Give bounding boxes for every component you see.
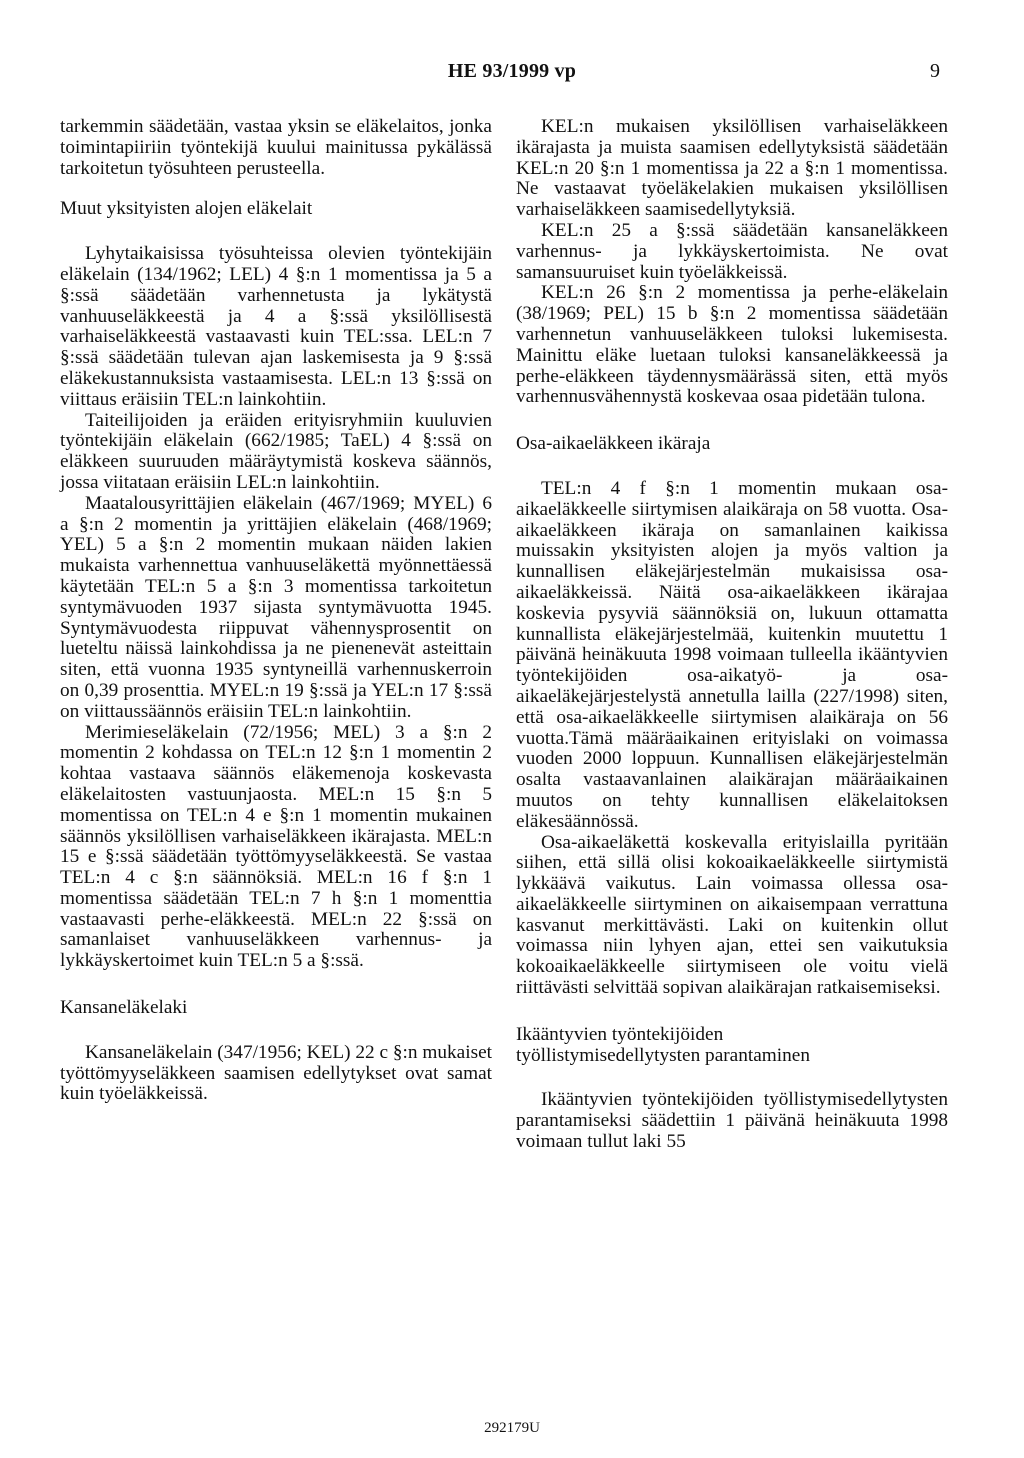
footer-code: 292179U — [484, 1420, 540, 1436]
heading-line: Ikääntyvien työntekijöiden — [516, 1023, 724, 1045]
paragraph: KEL:n 26 §:n 2 momentissa ja perhe-eläkelain (38/1969; PEL) 15 b §:n 2 momentissa säädetään varhennetun vanhuuseläkkeen tuloksi lukemisesta. Mainittu eläke luetaan tuloksi kansaneläkkeessä ja perhe-eläkkeen täydennysmäärässä siten, että myös varhennusvähennystä koskevaa osaa pidetään tulona. — [516, 282, 948, 408]
right-column — [516, 117, 948, 1153]
section-heading-ageing-workers — [516, 1025, 948, 1067]
paragraph: Ikääntyvien työntekijöiden työllistymisedellytysten parantamiseksi säädettiin 1 päivänä heinäkuuta 1998 voimaan tullut laki 55 — [516, 1089, 948, 1153]
paragraph: KEL:n 25 a §:ssä säädetään kansaneläkkeen varhennus- ja lykkäyskertoimista. Ne ovat samansuuruiset kuin työeläkkeissä. — [516, 219, 948, 283]
paragraph: Osa-aikaeläkettä koskevalla erityislailla pyritään siihen, että sillä olisi kokoaikaeläkkeelle siirtymistä lykkäävä vaikutus. Lain voimassa ollessa osa-aikaeläkkeelle siirtyminen on aikaisempaan verrattuna kasvanut merkittävästi. Laki on kuitenkin ollut voimassa niin lyhyen ajan, ettei sen vaikutuksia kokoaikaeläkkeelle siirtymiseen ole voitu vielä riittävästi selvittää sopivan alaikärajan ratkaisemiseksi. — [516, 831, 948, 999]
paragraph: Kansaneläkelain (347/1956; KEL) 22 c §:n mukaiset työttömyyseläkkeen saamisen edellytykset ovat samat kuin työeläkkeissä. — [60, 1041, 492, 1105]
section-heading-national-pension-act: Kansaneläkelaki — [60, 997, 188, 1019]
left-column — [60, 117, 492, 1105]
page-title: HE 93/1999 vp — [447, 60, 577, 82]
paragraph: Lyhytaikaisissa työsuhteissa olevien työntekijäin eläkelain (134/1962; LEL) 4 §:n 1 momentissa ja 5 a §:ssä säädetään varhennetusta ja lykätystä vanhuuseläkkeestä ja 4 a §:ssä yksilöllisestä varhaiseläkkeestä vastaavasti kuin TEL:ssa. LEL:n 7 §:ssä säädetään tulevan ajan laskemisesta ja 9 §:ssä eläkekustannuksista vastaamisesta. LEL:n 13 §:ssä on viittaus eräisiin TEL:n lainkohtiin. — [60, 243, 492, 410]
section-heading-part-time-pension-age: Osa-aikaeläkkeen ikäraja — [516, 433, 711, 455]
page-number: 9 — [930, 60, 940, 82]
paragraph: TEL:n 4 f §:n 1 momentin mukaan osa-aikaeläkkeelle siirtymisen alaikäraja on 58 vuotta. Osa-aikaeläkkeen ikäraja on samanlainen kaikissa muissakin yksityisten alojen ja myös valtion ja kunnallisen eläkejärjestelmän mukaisissa osa-aikaeläkkeissä. Näitä osa-aikaeläkkeen ikärajaa koskevia pysyviä säännöksiä on, lukuun ottamatta kunnallista eläkejärjestelmää, kuitenkin muutettu 1 päivänä heinäkuuta 1998 voimaan tulleella ikääntyvien työntekijöiden osa-aikatyö- ja osa-aikaeläkejärjestelystä annetulla lailla (227/1998) siten, että osa-aikaeläkkeelle siirtymisen alaikäraja on 56 vuotta.Tämä määräaikainen erityislaki on voimassa vuoden 2000 loppuun. Kunnallisen eläkejärjestelmän osalta vastaavanlainen alaikärajan määräaikainen muutos on tehty kunnallisen eläkelaitoksen eläkesäännössä. — [516, 477, 948, 832]
heading-line: työllistymisedellytysten parantaminen — [516, 1044, 810, 1066]
section-heading-other-pension-laws: Muut yksityisten alojen eläkelait — [60, 198, 313, 220]
paragraph: Maatalousyrittäjien eläkelain (467/1969; MYEL) 6 a §:n 2 momentin ja yrittäjien eläkelain (468/1969; YEL) 5 a §:n 2 momentin mukaan näiden lakien mukaista varhennettua vanhuuseläkettä myönnettäessä käytetään TEL:n 5 a §:n 3 momentissa tarkoitetun syntymävuoden 1937 sijasta syntymävuotta 1945. Syntymävuodesta riippuvat vähennysprosentit on lueteltu näissä lainkohdissa ja ne pienenevät asteittain siten, että vuonna 1935 syntyneillä varhennuskerroin on 0,39 prosenttia. MYEL:n 19 §:ssä ja YEL:n 17 §:ssä on viittaussäännös eräisiin TEL:n lainkohtiin. — [60, 492, 492, 722]
paragraph: Taiteilijoiden ja eräiden erityisryhmiin kuuluvien työntekijäin eläkelain (662/1985; TaEL) 4 §:ssä on eläkkeen suuruuden määräytymistä koskeva säännös, jossa viitataan eräisiin LEL:n lainkohtiin. — [60, 409, 492, 493]
paragraph: Merimieseläkelain (72/1956; MEL) 3 a §:n 2 momentin 2 kohdassa on TEL:n 12 §:n 1 momentin 2 kohtaa vastaava säännös eläkemenoja koskevasta eläkelaitosten vastuunjaosta. MEL:n 15 §:n 5 momentissa on TEL:n 4 e §:n 1 momentin mukainen säännös yksilöllisen varhaiseläkkeen ikärajasta. MEL:n 15 e §:ssä säädetään työttömyyseläkkeestä. Se vastaa TEL:n 4 c §:n säännöksiä. MEL:n 16 f §:n 1 momentissa säädetään TEL:n 7 h §:n 1 momenttia vastaavasti perhe-eläkkeestä. MEL:n 22 §:ssä on samanlaiset vanhuuseläkkeen varhennus- ja lykkäyskertoimet kuin TEL:n 5 a §:ssä. — [60, 721, 492, 972]
paragraph: tarkemmin säädetään, vastaa yksin se eläkelaitos, jonka toimintapiiriin työntekijä kuului mainitussa pykälässä tarkoitetun työsuhteen perusteella. — [60, 116, 492, 179]
paragraph: KEL:n mukaisen yksilöllisen varhaiseläkkeen ikärajasta ja muista saamisen edellytyksistä säädetään KEL:n 20 §:n 1 momentissa ja 22 a §:n 1 momentissa. Ne vastaavat työeläkelakien mukaisen yksilöllisen varhaiseläkkeen saamisedellytyksiä. — [516, 116, 948, 221]
